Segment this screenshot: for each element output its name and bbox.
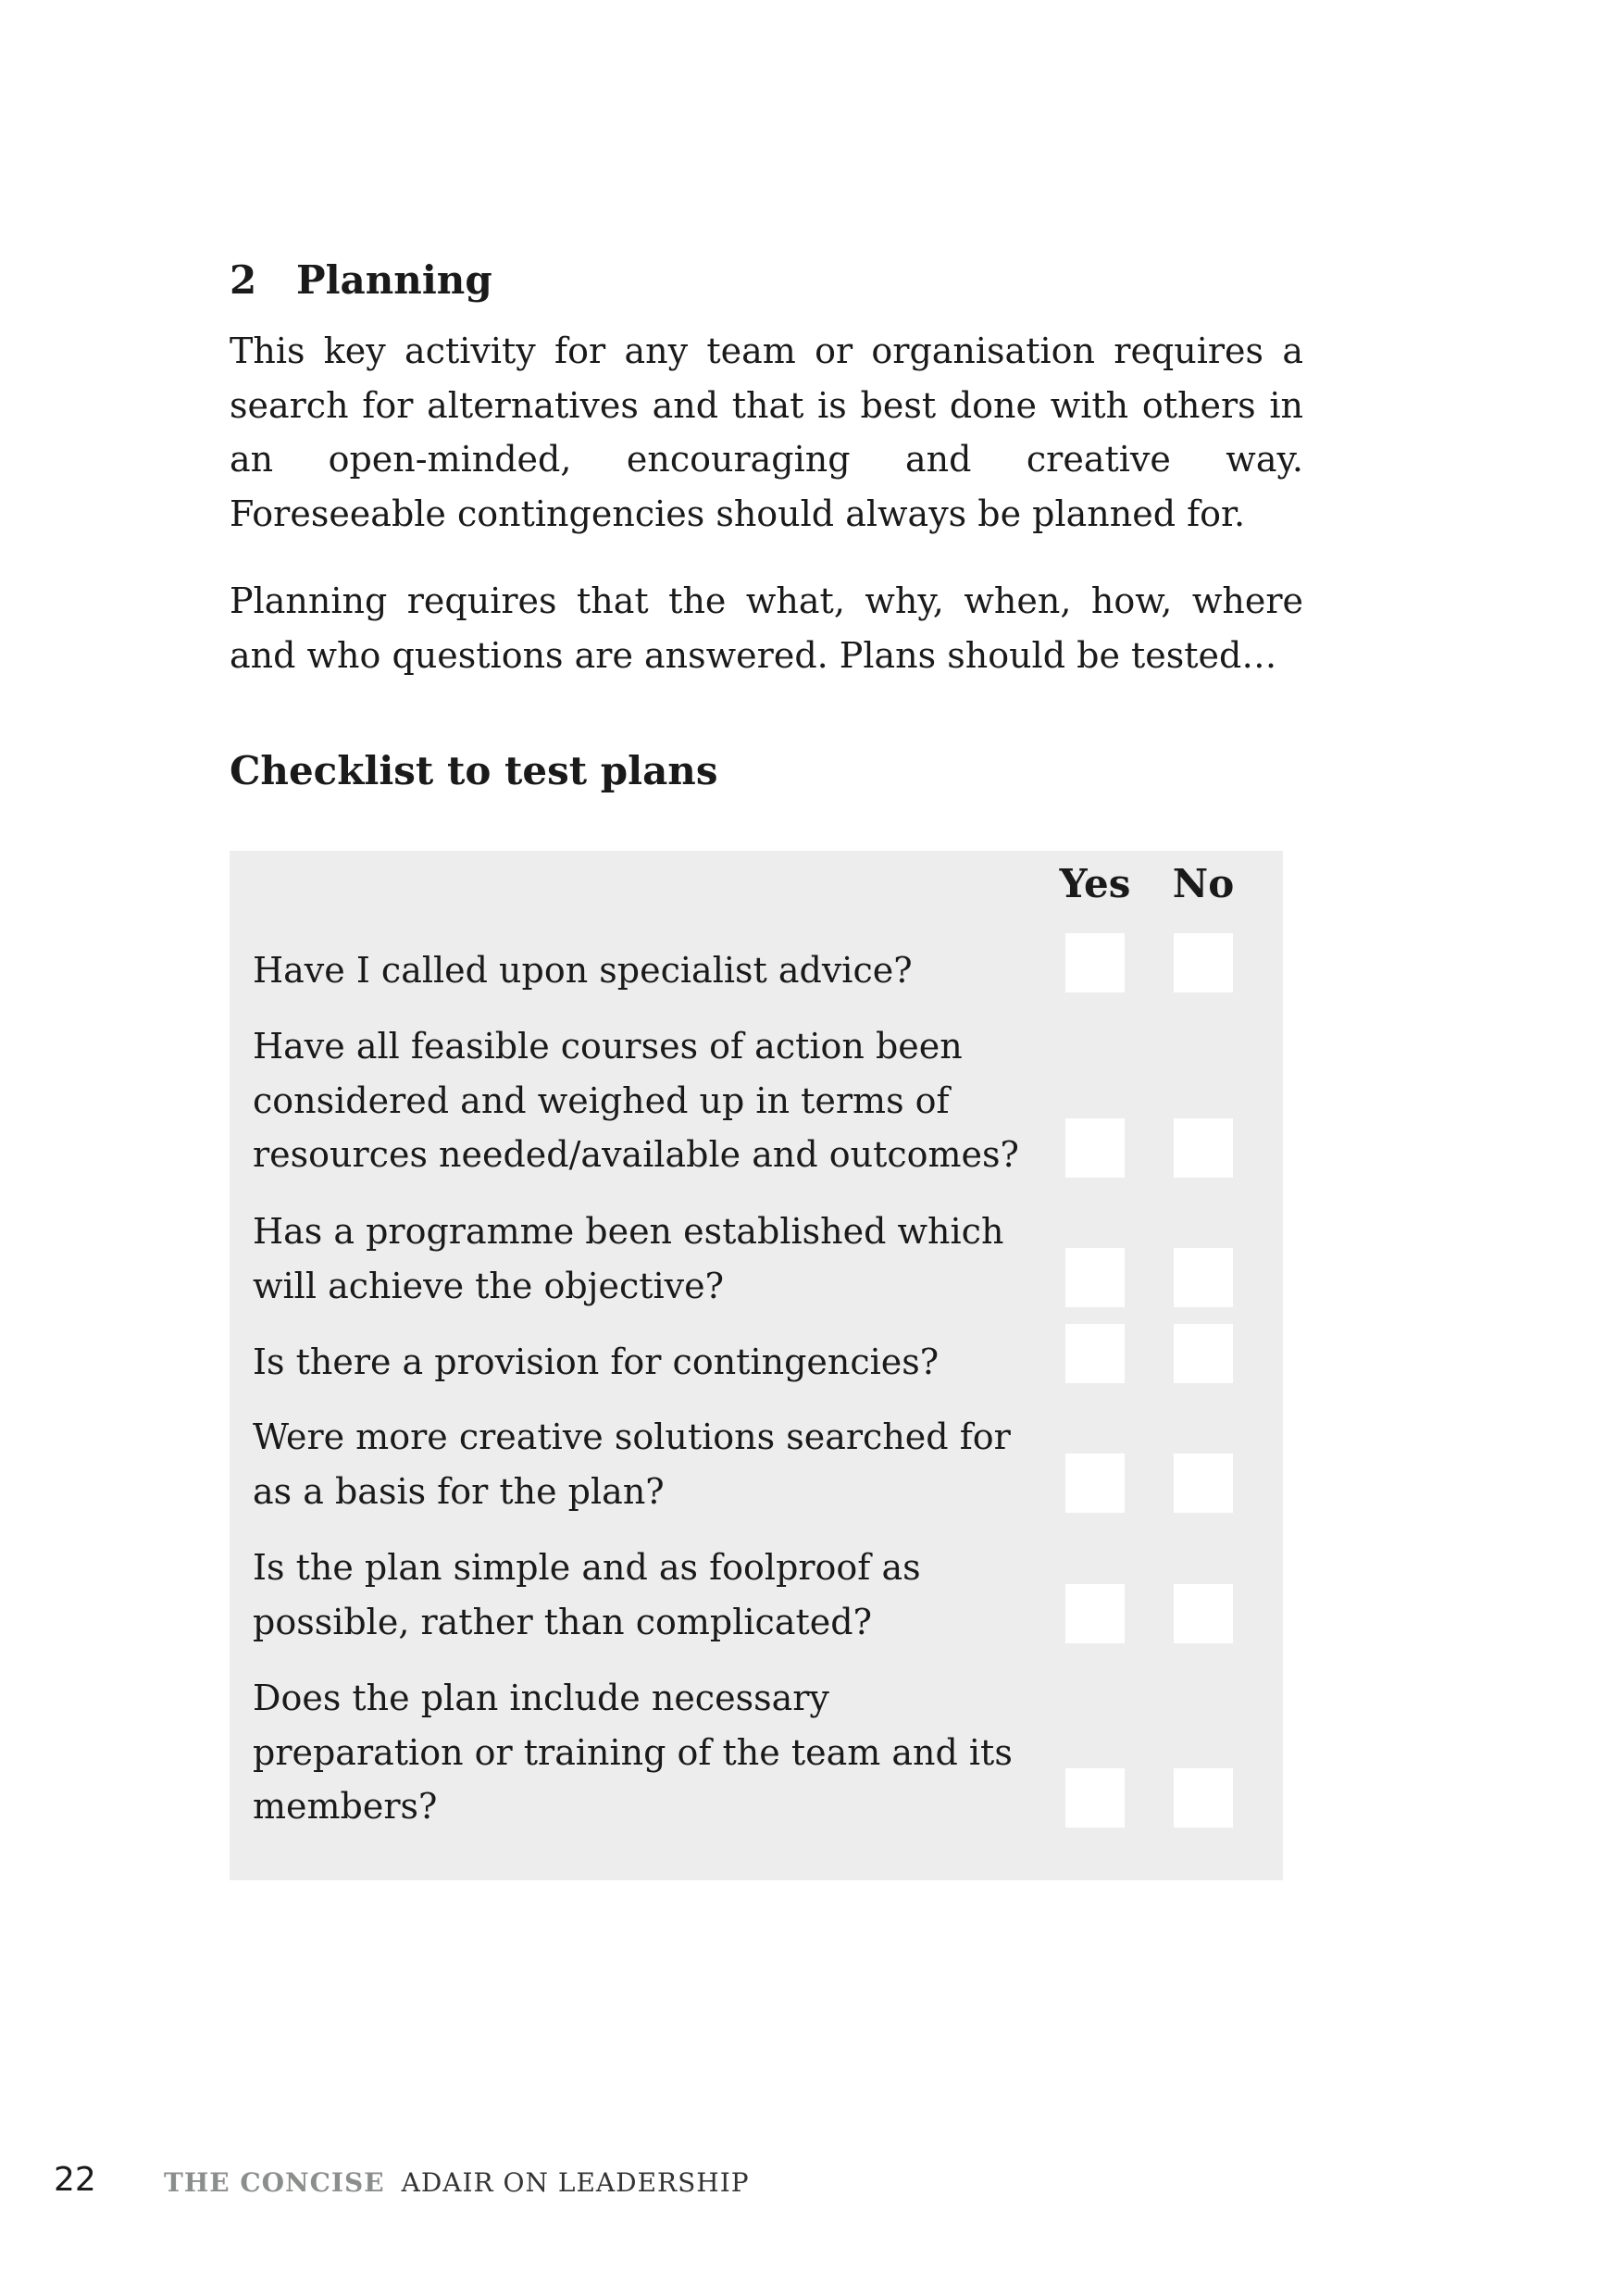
yes-column-header: Yes (1059, 861, 1131, 906)
yes-checkbox[interactable] (1065, 1118, 1125, 1178)
checklist-question: Is the plan simple and as foolproof as possible, rather than complicated? (253, 1547, 921, 1642)
no-checkbox[interactable] (1174, 933, 1233, 992)
intro-paragraph: This key activity for any team or organisation requires a search for alternatives and that is best done with others in an open-minded, encouraging and creative way. Foreseeable contingencies should always be planned for. (230, 331, 1303, 534)
checklist-question: Have I called upon specialist advice? (253, 950, 913, 991)
checklist-title: Checklist to test plans (230, 748, 718, 793)
checklist-question: Has a programme been established which will achieve the objective? (253, 1211, 1004, 1306)
section-heading (230, 257, 492, 303)
footer-book-title: ADAIR ON LEADERSHIP (401, 2167, 750, 2198)
yes-checkbox[interactable] (1065, 1324, 1125, 1383)
page-number: 22 (54, 2161, 96, 2199)
no-checkbox[interactable] (1174, 1118, 1233, 1178)
questions-paragraph: Planning requires that the what, why, when, how, where and who questions are answered. Plans should be tested… (230, 580, 1303, 676)
section-number: 2 (230, 257, 257, 303)
yes-checkbox[interactable] (1065, 933, 1125, 992)
no-checkbox[interactable] (1174, 1454, 1233, 1513)
checklist-question: Were more creative solutions searched for as a basis for the plan? (253, 1416, 1011, 1512)
yes-checkbox[interactable] (1065, 1248, 1125, 1307)
no-checkbox[interactable] (1174, 1768, 1233, 1828)
checklist-question: Is there a provision for contingencies? (253, 1341, 940, 1382)
no-checkbox[interactable] (1174, 1324, 1233, 1383)
no-checkbox[interactable] (1174, 1248, 1233, 1307)
yes-checkbox[interactable] (1065, 1584, 1125, 1643)
no-checkbox[interactable] (1174, 1584, 1233, 1643)
checklist-question: Have all feasible courses of action been considered and weighed up in terms of resources needed/available and outcomes? (253, 1026, 1019, 1175)
yes-checkbox[interactable] (1065, 1454, 1125, 1513)
footer-series: THE CONCISE (164, 2167, 385, 2198)
no-column-header: No (1172, 861, 1235, 906)
yes-checkbox[interactable] (1065, 1768, 1125, 1828)
section-title: Planning (296, 257, 492, 303)
running-footer (164, 2167, 750, 2198)
checklist-question: Does the plan include necessary preparation or training of the team and its members? (253, 1678, 1013, 1827)
